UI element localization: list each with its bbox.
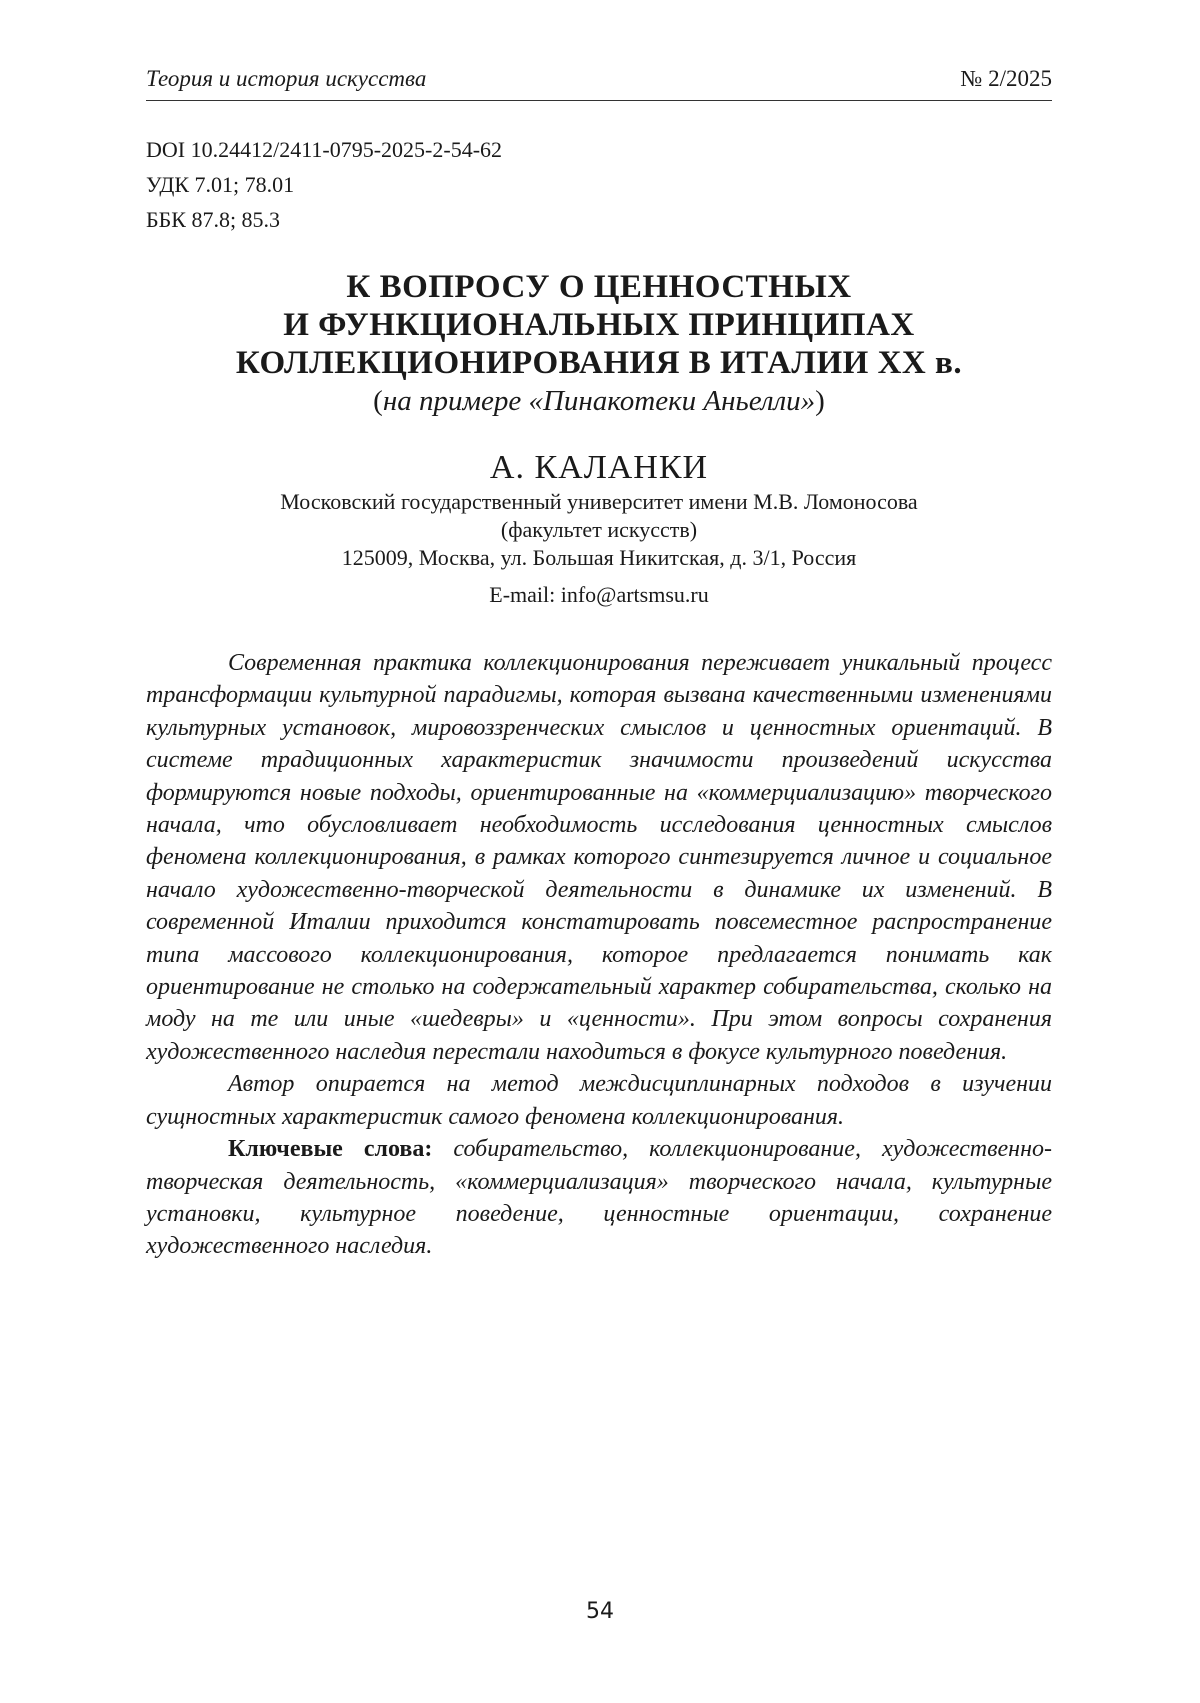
subtitle-text: на примере «Пинакотеки Аньелли» <box>383 385 815 417</box>
abstract <box>146 647 1052 1263</box>
author-address: 125009, Москва, ул. Большая Никитская, д. 3/1, Россия <box>146 544 1052 572</box>
article-subtitle <box>146 382 1052 420</box>
journal-title: Теория и история искусства <box>146 64 426 94</box>
article-identifiers <box>146 132 502 237</box>
article-title <box>146 268 1052 420</box>
keywords-label: Ключевые слова: <box>228 1136 432 1162</box>
subtitle-close-paren: ) <box>815 385 825 417</box>
author-faculty: (факультет искусств) <box>146 516 1052 544</box>
author-name: А. КАЛАНКИ <box>146 448 1052 488</box>
keywords-paragraph <box>146 1133 1052 1263</box>
title-line-1: К ВОПРОСУ О ЦЕННОСТНЫХ <box>146 268 1052 306</box>
bbk-line: ББК 87.8; 85.3 <box>146 202 502 237</box>
title-line-3: КОЛЛЕКЦИОНИРОВАНИЯ В ИТАЛИИ XX в. <box>146 344 1052 382</box>
udk-line: УДК 7.01; 78.01 <box>146 167 502 202</box>
author-email: E-mail: info@artsmsu.ru <box>146 580 1052 610</box>
keywords-list: собирательство, коллекционирование, художественно-творческая деятельность, «коммерциализация» творческого начала, культурные установки, культурное поведение, ценностные ориентации, сохранение художественного наследия. <box>146 1136 1052 1259</box>
page-number: 54 <box>0 1598 1200 1626</box>
doi-line: DOI 10.24412/2411-0795-2025-2-54-62 <box>146 132 502 167</box>
subtitle-open-paren: ( <box>373 385 383 417</box>
title-line-2: И ФУНКЦИОНАЛЬНЫХ ПРИНЦИПАХ <box>146 306 1052 344</box>
author-affiliation: Московский государственный университет имени М.В. Ломоносова <box>146 488 1052 516</box>
abstract-paragraph-2: Автор опирается на метод междисциплинарных подходов в изучении сущностных характеристик самого феномена коллекционирования. <box>146 1068 1052 1133</box>
abstract-paragraph-1: Современная практика коллекционирования переживает уникальный процесс трансформации культурной парадигмы, которая вызвана качественными изменениями культурных установок, мировоззренческих смыслов и ценностных ориентаций. В системе традиционных характеристик значимости произведений искусства формируются новые подходы, ориентированные на «коммерциализацию» творческого начала, что обусловливает необходимость исследования ценностных смыслов феномена коллекционирования, в рамках которого синтезируется личное и социальное начало художественно-творческой деятельности в динамике их изменений. В современной Италии приходится констатировать повсеместное распространение типа массового коллекционирования, которое предлагается понимать как ориентирование не столько на содержательный характер собирательства, сколько на моду на те или иные «шедевры» и «ценности». При этом вопросы сохранения художественного наследия перестали находиться в фокусе культурного поведения. <box>146 647 1052 1068</box>
article-page <box>0 0 1200 1703</box>
running-header <box>146 64 1052 101</box>
author-block <box>146 448 1052 610</box>
issue-number: № 2/2025 <box>960 64 1052 94</box>
